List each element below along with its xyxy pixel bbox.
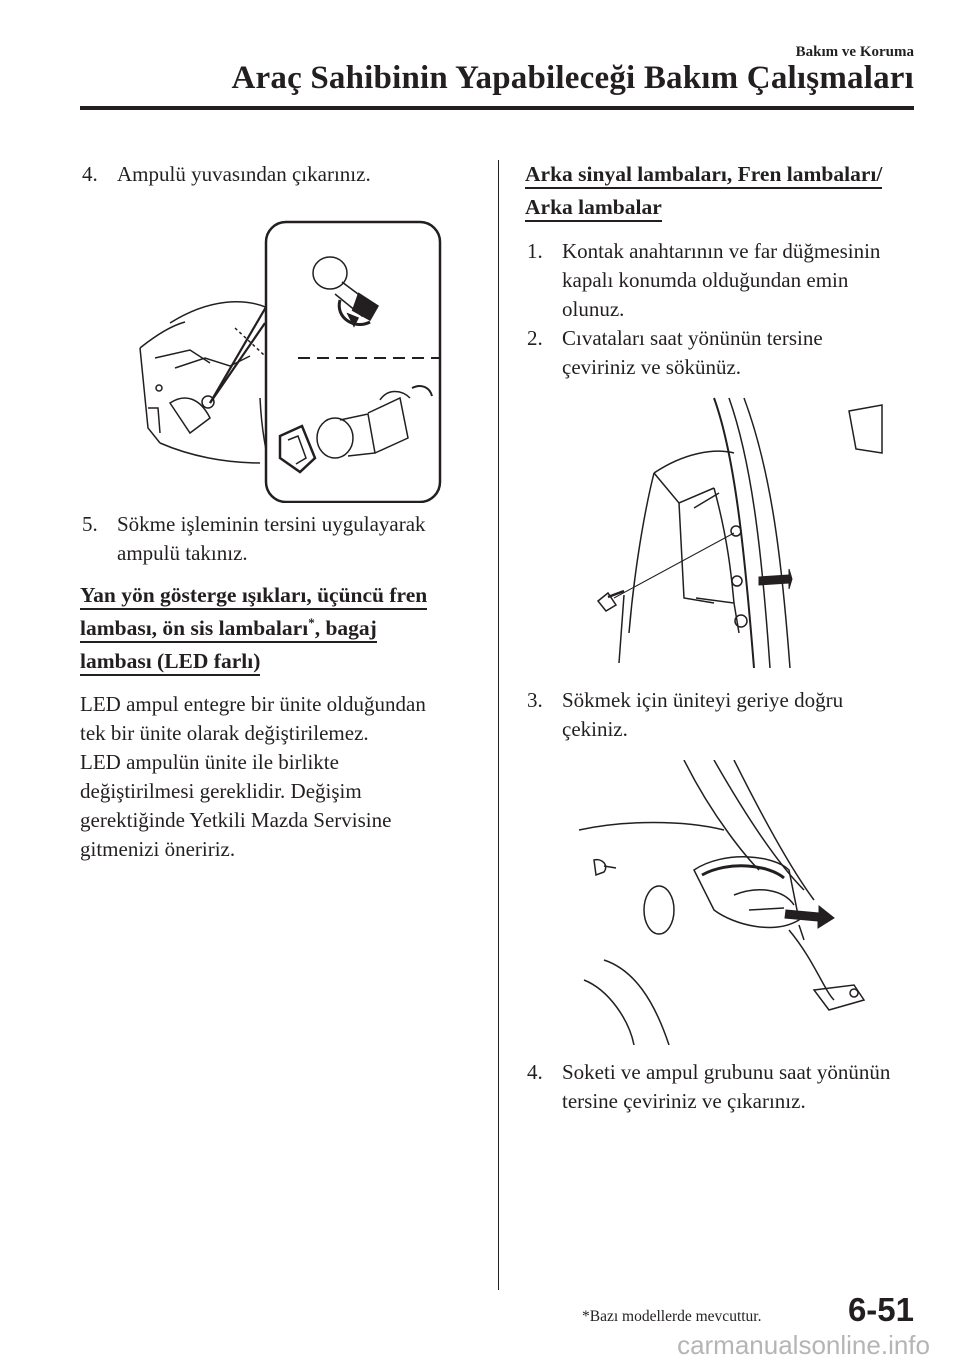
left-step-4: 4. Ampulü yuvasından çıkarınız. bbox=[82, 162, 371, 186]
rear-lamps-heading: Arka sinyal lambaları, Fren lambaları/ Arka lambalar bbox=[525, 160, 917, 222]
rear-lamp-removal-illustration bbox=[574, 760, 890, 1045]
watermark: carmanualsonline.info bbox=[677, 1330, 930, 1360]
footnote: *Bazı modellerde mevcuttur. bbox=[582, 1308, 762, 1325]
right-step-4: 4. Soketi ve ampul grubunu saat yönünün tersine çeviriniz ve çıkarınız. bbox=[527, 1060, 891, 1113]
led-section-heading: Yan yön gösterge ışıkları, üçüncü fren lambası, ön sis lambaları*, bagaj lambası (LED farlı) bbox=[80, 581, 472, 676]
headlamp-bulb-illustration bbox=[130, 218, 442, 503]
rear-lamp-bolt-illustration bbox=[594, 393, 884, 668]
section-label: Bakım ve Koruma bbox=[795, 44, 914, 60]
page-title: Araç Sahibinin Yapabileceği Bakım Çalışmaları bbox=[231, 60, 914, 96]
right-step-3: 3. Sökmek için üniteyi geriye doğru çekiniz. bbox=[527, 688, 844, 741]
right-step-1: 1. Kontak anahtarının ve far düğmesinin kapalı konumda olduğundan emin olunuz. bbox=[527, 239, 881, 321]
header-rule bbox=[80, 106, 914, 110]
left-step-5: 5. Sökme işleminin tersini uygulayarak ampulü takınız. bbox=[82, 512, 426, 565]
led-paragraph: LED ampul entegre bir ünite olduğundan tek bir ünite olarak değiştirilemez. LED ampulün ünite ile birlikte değiştirilmesi gereklidir. Değişim gerektiğinde Yetkili Mazda Servisine gitmenizi öneririz. bbox=[80, 692, 426, 861]
right-step-2: 2. Cıvataları saat yönünün tersine çeviriniz ve sökünüz. bbox=[527, 326, 823, 379]
page-number: 6-51 bbox=[847, 1291, 914, 1328]
column-divider bbox=[498, 160, 499, 1290]
